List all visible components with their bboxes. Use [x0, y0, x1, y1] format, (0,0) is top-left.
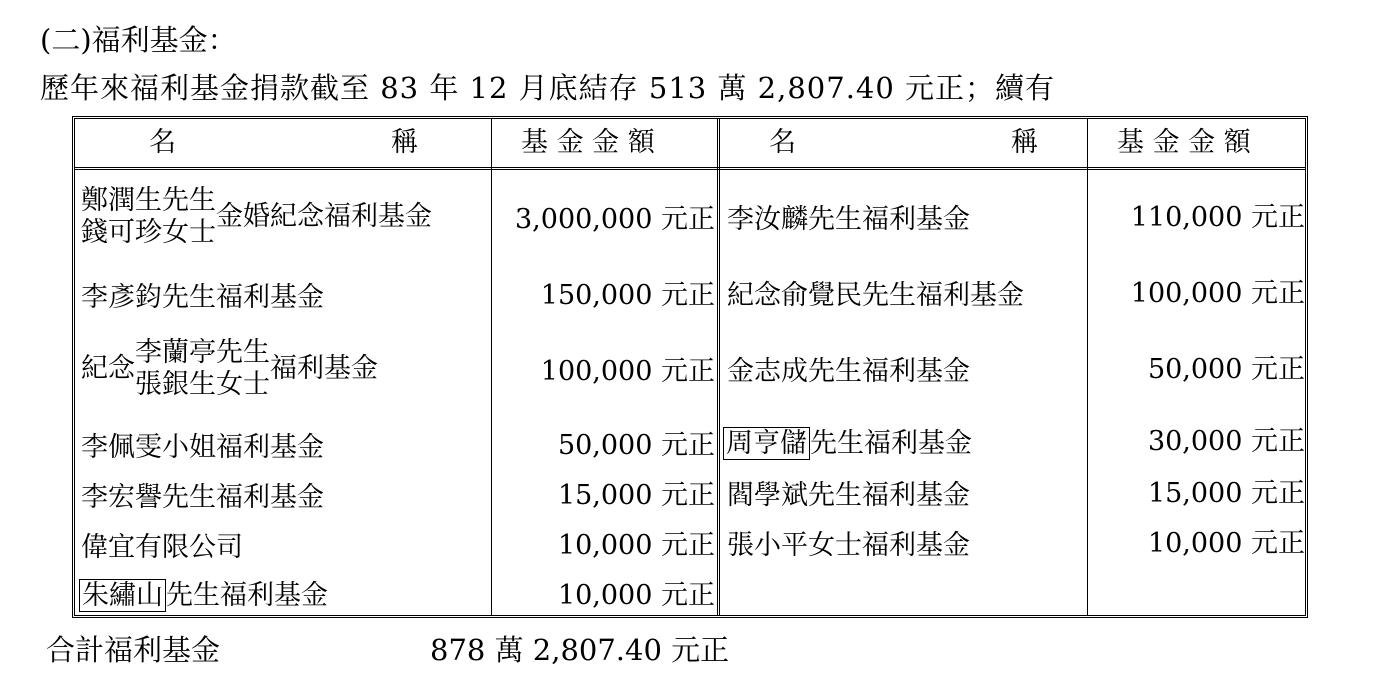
donor-name: 錢可珍女士	[81, 217, 216, 248]
fund-amount: 10,000 元正	[1147, 528, 1305, 559]
fund-amount: 30,000 元正	[1147, 426, 1305, 457]
fund-amount: 15,000 元正	[557, 480, 715, 511]
center-divider	[717, 119, 720, 615]
donor-name: 張銀生女士	[135, 369, 270, 400]
header-name-right: 稱	[391, 127, 418, 158]
total-label: 合計福利基金	[46, 633, 221, 667]
fund-name: 金志成先生福利基金	[727, 356, 970, 387]
donor-name: 鄭潤生先生	[81, 185, 216, 216]
fund-amount: 100,000 元正	[1130, 278, 1305, 309]
fund-name	[81, 337, 378, 401]
column-divider	[491, 119, 492, 615]
fund-name	[79, 579, 328, 613]
fund-amount: 10,000 元正	[557, 530, 715, 561]
fund-suffix: 金婚紀念福利基金	[216, 201, 432, 232]
fund-prefix: 紀念	[81, 353, 135, 384]
boxed-name: 朱繡山	[79, 579, 166, 612]
fund-amount: 100,000 元正	[540, 356, 715, 387]
fund-name-rest: 先生福利基金	[166, 580, 328, 611]
fund-amount: 150,000 元正	[540, 280, 715, 311]
fund-amount: 15,000 元正	[1147, 478, 1305, 509]
intro-paragraph: 歷年來福利基金捐款截至 83 年 12 月底結存 513 萬 2,807.40 元正；續有	[40, 71, 1056, 105]
header-name-right: 稱	[1011, 127, 1038, 158]
header-divider	[75, 167, 1305, 170]
fund-amount: 10,000 元正	[557, 580, 715, 611]
fund-amount: 110,000 元正	[1130, 202, 1305, 233]
header-name-left: 名	[769, 127, 796, 158]
fund-name: 李宏譽先生福利基金	[81, 482, 324, 513]
fund-amount: 3,000,000 元正	[515, 204, 715, 235]
donor-name: 李蘭亭先生	[135, 337, 270, 368]
total-amount: 878 萬 2,807.40 元正	[430, 633, 730, 667]
fund-suffix: 福利基金	[270, 353, 378, 384]
welfare-fund-table	[72, 116, 1308, 618]
fund-name: 李佩雯小姐福利基金	[81, 432, 324, 463]
boxed-name: 周亨儲	[723, 427, 810, 460]
header-amount: 基 金 金 額	[1117, 127, 1251, 158]
header-name-left: 名	[149, 127, 176, 158]
fund-amount: 50,000 元正	[557, 430, 715, 461]
fund-name: 李彥鈞先生福利基金	[81, 282, 324, 313]
fund-name	[723, 427, 972, 461]
fund-name	[81, 185, 432, 249]
header-amount: 基 金 金 額	[521, 127, 655, 158]
fund-name: 李汝麟先生福利基金	[727, 204, 970, 235]
fund-name: 張小平女士福利基金	[727, 530, 970, 561]
fund-name: 閻學斌先生福利基金	[727, 480, 970, 511]
column-divider	[1087, 119, 1088, 615]
fund-name: 紀念俞覺民先生福利基金	[727, 280, 1024, 311]
fund-name-rest: 先生福利基金	[810, 428, 972, 459]
fund-amount: 50,000 元正	[1147, 354, 1305, 385]
section-heading: (二)福利基金：	[40, 23, 237, 57]
fund-name: 偉宜有限公司	[81, 532, 243, 563]
